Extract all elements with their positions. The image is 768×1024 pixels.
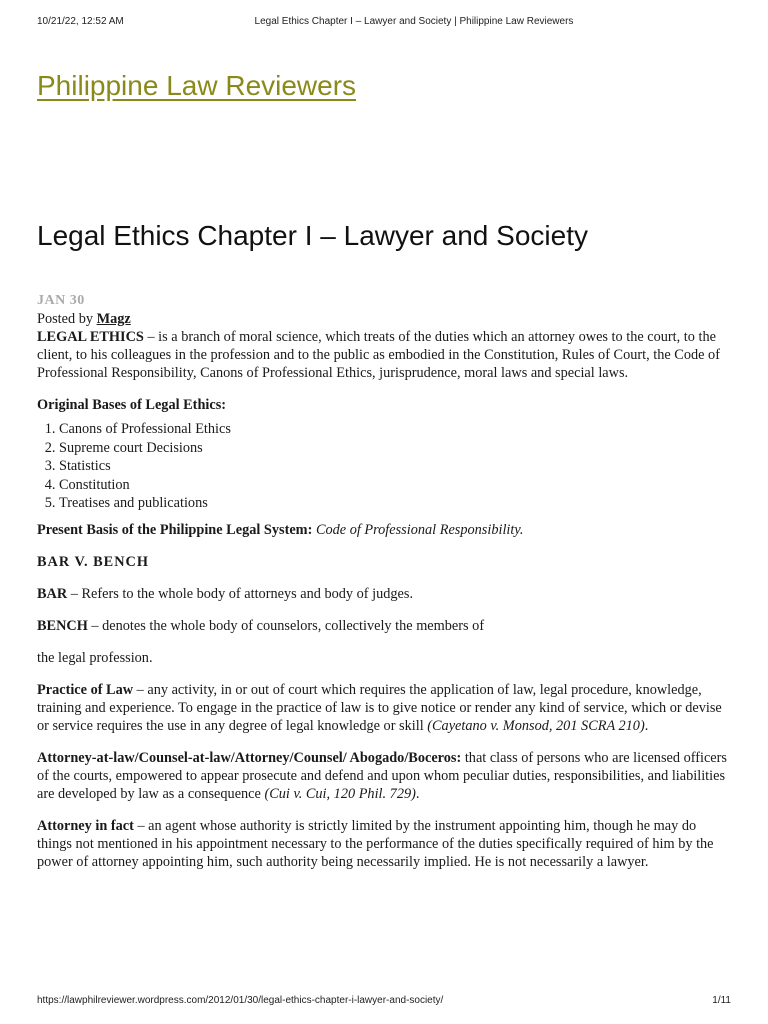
attorney-in-fact-paragraph [37,817,729,871]
print-header [37,16,731,30]
attorney-in-fact-term: Attorney in fact [37,817,134,834]
post-date: JAN 30 [37,293,85,308]
posted-by-label: Posted by [37,311,94,327]
list-item: 4. Constitution [59,476,729,495]
bar-definition: – Refers to the whole body of attorneys and body of judges. [67,585,414,602]
post-title: Legal Ethics Chapter I – Lawyer and Society [37,220,588,251]
bases-heading [37,396,729,414]
practice-term: Practice of Law [37,681,134,698]
attorney-paragraph [37,749,729,803]
bench-paragraph [37,617,729,635]
print-footer [37,995,731,1009]
list-item: 3. Statistics [59,457,729,476]
legal-ethics-paragraph [37,328,729,382]
print-timestamp: 10/21/22, 12:52 AM [37,16,124,27]
practice-end: . [644,717,649,734]
print-url: https://lawphilreviewer.wordpress.com/2012/01/30/legal-ethics-chapter-i-lawyer-and-society/ [37,995,444,1006]
list-item: 1. Canons of Professional Ethics [59,420,729,439]
present-basis-paragraph [37,521,729,539]
bar-v-bench-heading [37,553,729,571]
bases-list [37,420,729,513]
list-item: 2. Supreme court Decisions [59,439,729,458]
present-basis-value: Code of Professional Responsibility. [315,521,524,538]
bench-definition: – denotes the whole body of counselors, collectively the members of [87,617,485,634]
attorney-in-fact-definition: – an agent whose authority is strictly limited by the instrument appointing him, though he may do things not mentioned in his appointment necessary to the performance of the duties specifically required of him by the power of attorney appointing him, such authority being necessarily implied. He is not necessarily a lawyer. [37,817,714,870]
legal-ethics-definition: – is a branch of moral science, which treats of the duties which an attorney owes to the court, to the client, to his colleagues in the profession and to the public as embodied in the Constitution, Rules of Court, the Code of Professional Responsibility, Canons of Professional Ethics, jurisprudence, moral laws and special laws. [37,329,720,381]
list-item: 5. Treatises and publications [59,494,729,513]
bar-term: BAR [37,585,68,602]
posted-by [37,310,729,328]
author-link[interactable]: Magz [96,311,131,327]
attorney-definition: that class of persons who are licensed officers of the courts, empowered to appear prosecute and defend and upon whom peculiar duties, responsibilities, and liabilities are developed by law as a consequence [37,749,727,802]
bench-continuation: the legal profession. [37,649,153,666]
bases-heading-text: Original Bases of Legal Ethics: [37,397,227,413]
print-page-title: Legal Ethics Chapter I – Lawyer and Society | Philippine Law Reviewers [254,16,574,27]
practice-citation: (Cayetano v. Monsod, 201 SCRA 210) [427,717,645,734]
legal-ethics-term: LEGAL ETHICS [37,329,144,345]
bar-v-bench-text: BAR V. BENCH [37,553,149,570]
site-title-link[interactable]: Philippine Law Reviewers [37,70,357,101]
post-body [37,292,729,885]
present-basis-label: Present Basis of the Philippine Legal System: [37,521,313,538]
attorney-end: . [415,785,420,802]
bar-paragraph [37,585,729,603]
print-page-number: 1/11 [712,995,731,1006]
practice-definition: – any activity, in or out of court which requires the application of law, legal procedure, knowledge, training and experience. To engage in the practice of law is to give notice or render any kind of service, which or devise or service requires the use in any degree of legal knowledge or skill [37,681,722,734]
bench-term: BENCH [37,617,88,634]
attorney-citation: (Cui v. Cui, 120 Phil. 729) [264,785,416,802]
practice-paragraph [37,681,729,735]
attorney-term: Attorney-at-law/Counsel-at-law/Attorney/Counsel/ Abogado/Boceros: [37,749,462,766]
